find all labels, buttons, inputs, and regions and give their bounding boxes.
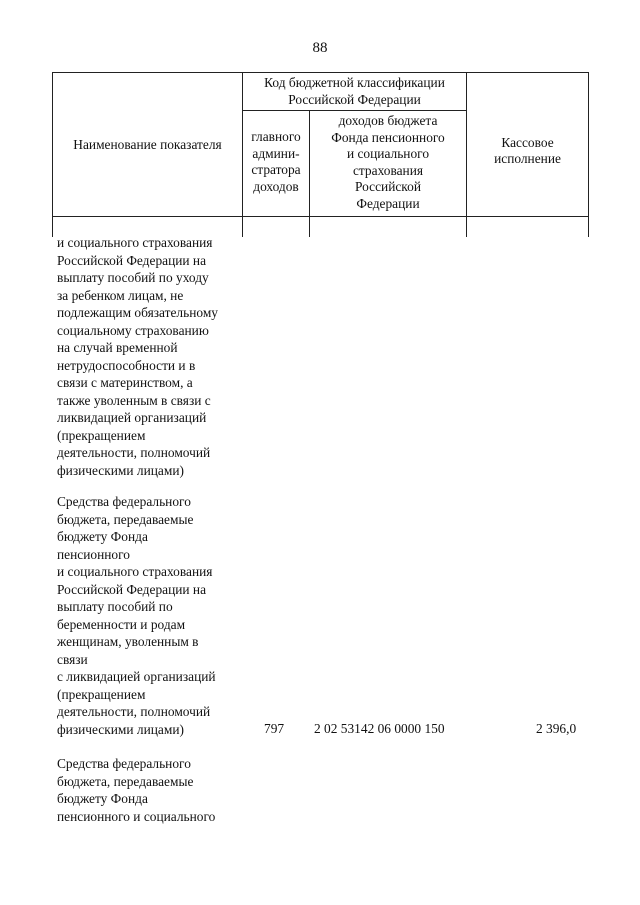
row-line: связи с материнством, а — [57, 375, 193, 390]
row-line: физическими лицами) — [57, 721, 184, 737]
header-revenue-line: Российской — [355, 179, 421, 194]
row-line: Российской Федерации на — [57, 252, 207, 268]
header-revenue-line: доходов бюджета — [338, 113, 438, 128]
row-line: Российской Федерации на — [57, 581, 207, 597]
row-line: бюджета, передаваемые — [57, 773, 194, 789]
row-2-admin-code: 797 — [264, 721, 285, 736]
row-line: женщинам, уволенным в — [57, 634, 199, 649]
page-number: 88 — [312, 40, 328, 56]
row-line: пенсионного и социального — [57, 808, 216, 824]
header-admin-line: доходов — [253, 178, 299, 194]
column-divider — [309, 217, 310, 237]
row-line: на случай временной — [57, 340, 178, 355]
row-1-indicator-name — [57, 234, 247, 479]
row-line: бюджета, передаваемые — [57, 511, 194, 527]
header-execution-line: исполнение — [494, 151, 561, 166]
row-line: деятельности, полномочий — [57, 704, 211, 719]
row-line: и социального страхования — [57, 235, 213, 250]
row-2-amount: 2 396,0 — [536, 721, 577, 736]
row-line: с ликвидацией организаций — [57, 669, 216, 684]
row-line: социальному страхованию — [57, 322, 209, 338]
row-line: и социального страхования — [57, 564, 213, 579]
row-line: выплату пособий по уходу — [57, 270, 209, 285]
row-2-indicator-name — [57, 493, 247, 738]
header-indicator-name — [53, 111, 243, 217]
header-admin-line: стратора — [251, 162, 301, 177]
header-classification-group — [243, 73, 467, 111]
column-divider — [466, 217, 467, 237]
header-indicator-name-text: Наименование показателя — [73, 136, 222, 152]
row-line: физическими лицами) — [57, 462, 184, 478]
header-admin-line: админи- — [252, 145, 300, 161]
row-line: пенсионного — [57, 546, 130, 562]
header-classification-line: Российской Федерации — [288, 91, 421, 107]
header-revenue-line: страхования — [352, 162, 424, 178]
row-line: бюджету Фонда — [57, 529, 148, 544]
table-header — [52, 72, 589, 217]
row-line: (прекращением — [57, 427, 146, 443]
header-execution — [467, 111, 589, 217]
row-line: за ребенком лицам, не — [57, 287, 184, 303]
row-line: (прекращением — [57, 686, 146, 702]
row-line: беременности и родам — [57, 616, 186, 632]
column-divider — [588, 217, 589, 237]
column-divider — [52, 217, 53, 237]
header-execution-line: Кассовое — [501, 134, 554, 150]
row-3-indicator-name — [57, 755, 247, 825]
header-admin-line: главного — [251, 129, 301, 144]
row-line: бюджету Фонда — [57, 791, 148, 806]
row-line: связи — [57, 651, 88, 667]
header-admin-code — [243, 111, 310, 217]
row-line: также уволенным в связи с — [57, 392, 211, 408]
header-revenue-line: и социального — [346, 146, 430, 161]
row-2-revenue-code: 2 02 53142 06 0000 150 — [314, 721, 445, 736]
row-line: Средства федерального — [57, 756, 191, 771]
header-revenue-line: Фонда пенсионного — [331, 129, 445, 145]
header-revenue-code — [310, 111, 467, 217]
header-indicator-cell-top — [53, 73, 243, 111]
row-line: ликвидацией организаций — [57, 410, 207, 425]
row-line: деятельности, полномочий — [57, 445, 211, 460]
header-revenue-line: Федерации — [356, 195, 420, 211]
header-execution-cell-top — [467, 73, 589, 111]
row-line: Средства федерального — [57, 494, 191, 509]
row-line: подлежащим обязательному — [57, 305, 218, 320]
row-line: выплату пособий по — [57, 599, 173, 614]
header-classification-line: Код бюджетной классификации — [264, 75, 445, 90]
row-line: нетрудоспособности и в — [57, 357, 196, 373]
